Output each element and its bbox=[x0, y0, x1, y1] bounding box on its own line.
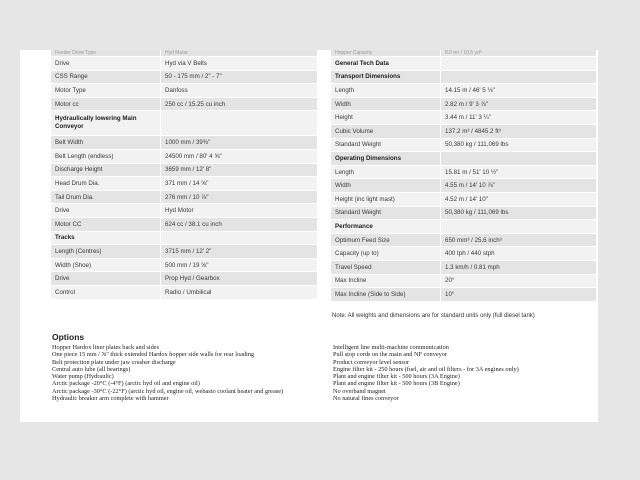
row-value: 4.55 m / 14' 10 ⅞" bbox=[441, 179, 597, 193]
row-label: Belt Length (endless) bbox=[51, 149, 161, 163]
options-list-left bbox=[52, 344, 322, 402]
row-label: Drive bbox=[51, 272, 161, 286]
row-value: 1.3 km/h / 0.81 mph bbox=[441, 260, 597, 274]
table-row bbox=[51, 272, 318, 286]
row-label: Max Incline bbox=[331, 274, 441, 288]
row-value: 15.81 m / 51' 10 ½" bbox=[441, 165, 597, 179]
row-value: 14.15 m / 46' 5 ⅛" bbox=[441, 84, 597, 98]
row-value: 3715 mm / 12' 2" bbox=[161, 245, 318, 259]
table-row bbox=[51, 204, 318, 218]
row-label: Hydraulically lowering Main Conveyor bbox=[51, 111, 161, 136]
table-row bbox=[51, 217, 318, 231]
table-row bbox=[331, 247, 597, 261]
options-list-right bbox=[333, 344, 595, 402]
left-spec-table bbox=[51, 50, 318, 300]
option-item: Pull stop cords on the main and NF conveyor bbox=[333, 351, 448, 359]
row-label: Motor CC bbox=[51, 217, 161, 231]
row-value: Danfoss bbox=[161, 84, 318, 98]
row-value bbox=[441, 70, 597, 84]
row-label: Tail Drum Dia. bbox=[51, 190, 161, 204]
row-label: Travel Speed bbox=[331, 260, 441, 274]
table-row bbox=[51, 57, 318, 71]
option-item: No natural fines conveyor bbox=[333, 395, 399, 403]
section-row bbox=[331, 220, 597, 234]
row-value: 624 cc / 38.1 cu inch bbox=[161, 217, 318, 231]
row-label: Tracks bbox=[51, 231, 161, 245]
option-item: Engine filter kit - 250 hours (fuel, air and oil filters - for 3A engines only) bbox=[333, 365, 519, 373]
row-value: Hyd via V Belts bbox=[161, 57, 318, 71]
row-label: Width bbox=[331, 97, 441, 111]
table-row bbox=[331, 260, 597, 274]
table-row bbox=[331, 84, 597, 98]
table-row bbox=[51, 84, 318, 98]
row-label: Hopper Capacity bbox=[331, 50, 441, 57]
row-label: Belt Width bbox=[51, 136, 161, 150]
row-value: Hyd Motor bbox=[161, 50, 318, 57]
option-item: Plant and engine filter kit - 500 hours (3A Engine) bbox=[333, 373, 460, 381]
options-heading: Options bbox=[52, 332, 85, 342]
option-item: Plant and engine filter kit - 500 hours (3B Engine) bbox=[333, 380, 460, 388]
row-label: Motor Type bbox=[51, 84, 161, 98]
table-row bbox=[51, 245, 318, 259]
row-value bbox=[161, 111, 318, 136]
table-row bbox=[331, 179, 597, 193]
row-value: 10° bbox=[441, 288, 597, 302]
row-value: 137.2 m³ / 4845.2 ft³ bbox=[441, 124, 597, 138]
option-item: No overband magnet bbox=[333, 387, 386, 395]
option-item: Arctic package -30°C (-22°F) (arctic hyd oil, engine oil, webasto coolant heater and grease) bbox=[52, 387, 284, 395]
row-label: Max Incline (Side to Side) bbox=[331, 288, 441, 302]
option-item: Central auto lube (all bearings) bbox=[52, 365, 131, 373]
table-row bbox=[331, 274, 597, 288]
row-value: 4.52 m / 14' 10" bbox=[441, 192, 597, 206]
table-row bbox=[51, 149, 318, 163]
row-label: Head Drum Dia. bbox=[51, 177, 161, 191]
table-row bbox=[331, 111, 597, 125]
row-label: Discharge Height bbox=[51, 163, 161, 177]
row-value: 2.82 m / 9' 3 ⅞" bbox=[441, 97, 597, 111]
option-item: One piece 15 mm / ⅝" thick extended Hardox hopper side walls for rear loading bbox=[52, 351, 255, 359]
row-label: Capacity (up to) bbox=[331, 247, 441, 261]
row-label: Drive bbox=[51, 57, 161, 71]
table-row bbox=[331, 192, 597, 206]
row-value bbox=[441, 57, 597, 71]
row-label: Feeder Drive Type bbox=[51, 50, 161, 57]
row-label: Drive bbox=[51, 204, 161, 218]
table-row bbox=[331, 138, 597, 152]
row-label: Length (Centres) bbox=[51, 245, 161, 259]
row-label: Operating Dimensions bbox=[331, 152, 441, 166]
row-value bbox=[441, 220, 597, 234]
row-label: Performance bbox=[331, 220, 441, 234]
option-item: Product conveyor level sensor bbox=[333, 358, 410, 366]
row-label: Standard Weight bbox=[331, 138, 441, 152]
row-label: Transport Dimensions bbox=[331, 70, 441, 84]
row-value: 20° bbox=[441, 274, 597, 288]
row-value: Hyd Motor bbox=[161, 204, 318, 218]
row-value: 500 mm / 19 ⅝" bbox=[161, 258, 318, 272]
row-value: 1000 mm / 39⅜" bbox=[161, 136, 318, 150]
row-label: Length bbox=[331, 165, 441, 179]
row-label: Length bbox=[331, 84, 441, 98]
section-row bbox=[51, 231, 318, 245]
row-value: 50,380 kg / 111,069 lbs bbox=[441, 138, 597, 152]
row-value: 371 mm / 14 ⅝" bbox=[161, 177, 318, 191]
row-value: Prop Hyd / Gearbox bbox=[161, 272, 318, 286]
section-row bbox=[51, 111, 318, 136]
row-value: 50,380 kg / 111,069 lbs bbox=[441, 206, 597, 220]
row-value bbox=[161, 231, 318, 245]
option-item: Water pump (Hydraulic) bbox=[52, 373, 114, 381]
row-value: 650 mm³ / 25.6 inch³ bbox=[441, 233, 597, 247]
table-row bbox=[331, 233, 597, 247]
row-label: CSS Range bbox=[51, 70, 161, 84]
row-label: Optimum Feed Size bbox=[331, 233, 441, 247]
table-row bbox=[51, 136, 318, 150]
section-row bbox=[331, 57, 597, 71]
row-value: 3.44 m / 11' 3 ¼" bbox=[441, 111, 597, 125]
row-value: 8.0 m³ / 10.5 yd³ bbox=[441, 50, 597, 57]
row-label: General Tech Data bbox=[331, 57, 441, 71]
row-value: 3659 mm / 12' 8" bbox=[161, 163, 318, 177]
table-row bbox=[51, 70, 318, 84]
spec-sheet bbox=[20, 50, 598, 422]
row-value bbox=[441, 152, 597, 166]
row-value: 24500 mm / 80' 4 ⅝" bbox=[161, 149, 318, 163]
table-row bbox=[331, 165, 597, 179]
table-row bbox=[331, 124, 597, 138]
row-label: Cubic Volume bbox=[331, 124, 441, 138]
option-item: Intelligent line multi-machine communication bbox=[333, 344, 449, 351]
table-row bbox=[51, 190, 318, 204]
option-item: Belt protection plate under jaw crusher discharge bbox=[52, 358, 176, 366]
table-row bbox=[51, 258, 318, 272]
row-value: 250 cc / 15.25 cu inch bbox=[161, 97, 318, 111]
right-spec-table bbox=[331, 50, 597, 302]
option-item: Hydraulic breaker arm complete with hammer bbox=[52, 395, 169, 403]
row-label: Height (inc light mast) bbox=[331, 192, 441, 206]
weights-note: Note: All weights and dimensions are for standard units only (full diesel tank) bbox=[332, 313, 535, 319]
row-label: Standard Weight bbox=[331, 206, 441, 220]
row-label: Width bbox=[331, 179, 441, 193]
row-label: Motor cc bbox=[51, 97, 161, 111]
table-row bbox=[51, 177, 318, 191]
option-item: Arctic package -20°C (-4°F) (arctic hyd oil and engine oil) bbox=[52, 380, 200, 388]
section-row bbox=[331, 70, 597, 84]
table-row bbox=[51, 285, 318, 299]
row-value: 50 - 175 mm / 2" - 7" bbox=[161, 70, 318, 84]
row-label: Height bbox=[331, 111, 441, 125]
row-label: Width (Shoe) bbox=[51, 258, 161, 272]
table-row bbox=[331, 97, 597, 111]
option-item: Hopper Hardox liner plates back and sides bbox=[52, 344, 160, 351]
table-row bbox=[51, 163, 318, 177]
section-row bbox=[331, 152, 597, 166]
row-value: Radio / Umbilical bbox=[161, 285, 318, 299]
row-value: 400 tph / 440 stph bbox=[441, 247, 597, 261]
row-value: 276 mm / 10 ⅞" bbox=[161, 190, 318, 204]
table-row bbox=[51, 97, 318, 111]
row-label: Control bbox=[51, 285, 161, 299]
table-row bbox=[331, 288, 597, 302]
table-row bbox=[331, 206, 597, 220]
